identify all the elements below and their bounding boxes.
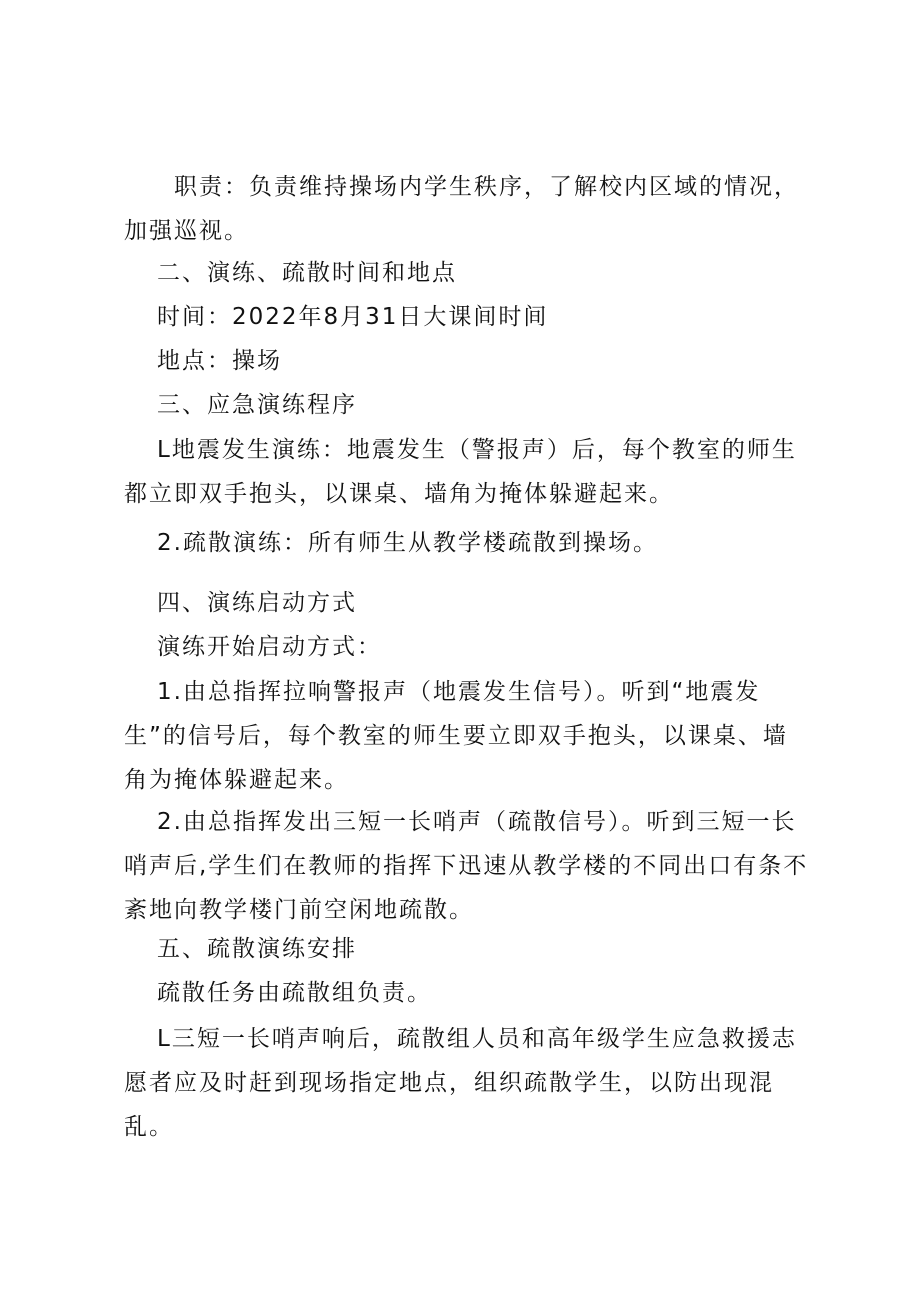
- start-method-label: 演练开始启动方式：: [157, 634, 382, 660]
- procedure-item-1: L地震发生演练：地震发生（警报声）后，每个教室的师生都立即双手抱头，以课桌、墙角为掩体躲避起来。: [124, 437, 797, 507]
- procedure-item-2: 2.疏散演练：所有师生从教学楼疏散到操场。: [157, 530, 658, 556]
- start-method-item-1: 1.由总指挥拉响警报声（地震发生信号）。听到“地震发生”的信号后，每个教室的师生要立即双手抱头，以课桌、墙角为掩体躲避起来。: [124, 679, 788, 793]
- drill-location: 地点：操场: [157, 348, 282, 374]
- section-5-heading: 五、疏散演练安排: [157, 936, 357, 962]
- duty-paragraph: 职责：负责维持操场内学生秩序，了解校内区域的情况，加强巡视。: [124, 174, 799, 244]
- evacuation-item-1: L三短一长哨声响后，疏散组人员和高年级学生应急救援志愿者应及时赶到现场指定地点，组织疏散学生，以防出现混乱。: [124, 1026, 797, 1140]
- section-2-heading: 二、演练、疏散时间和地点: [157, 260, 457, 286]
- evacuation-responsibility: 疏散任务由疏散组负责。: [157, 980, 432, 1006]
- drill-time: 时间：2022年8月31日大课间时间: [157, 304, 549, 330]
- start-method-item-2: 2.由总指挥发出三短一长哨声（疏散信号）。听到三短一长哨声后,学生们在教师的指挥下迅速从教学楼的不同出口有条不紊地向教学楼门前空闲地疏散。: [124, 809, 809, 923]
- section-3-heading: 三、应急演练程序: [157, 392, 357, 418]
- section-4-heading: 四、演练启动方式: [157, 590, 357, 616]
